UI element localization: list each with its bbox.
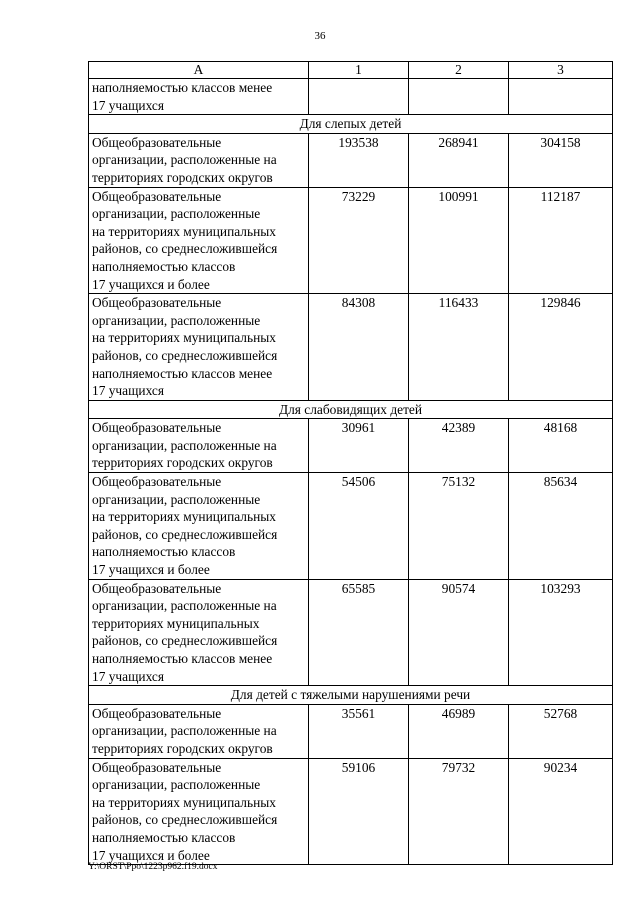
row-value-3: 85634 <box>509 473 613 580</box>
table-row <box>89 704 613 758</box>
header-col-2: 2 <box>409 62 509 79</box>
row-value-3: 129846 <box>509 294 613 401</box>
row-value-1: 193538 <box>309 133 409 187</box>
row-value-1: 59106 <box>309 758 409 865</box>
row-name: Общеобразовательные организации, расположенные на территориях муниципальных районов, со среднесложившейся наполняемостью классов 17 учащихся и более <box>89 473 309 580</box>
header-col-3: 3 <box>509 62 613 79</box>
header-col-a: А <box>89 62 309 79</box>
row-name: Общеобразовательные организации, расположенные на территориях городских округов <box>89 133 309 187</box>
table-row <box>89 579 613 686</box>
row-value-1: 65585 <box>309 579 409 686</box>
row-name: Общеобразовательные организации, расположенные на территориях городских округов <box>89 704 309 758</box>
section-header-row <box>89 400 613 419</box>
row-value-2: 79732 <box>409 758 509 865</box>
table-header-row <box>89 62 613 79</box>
row-value-3: 52768 <box>509 704 613 758</box>
row-value-1: 73229 <box>309 187 409 294</box>
row-value-3: 112187 <box>509 187 613 294</box>
row-value-2: 42389 <box>409 419 509 473</box>
table-row <box>89 133 613 187</box>
row-value-1: 35561 <box>309 704 409 758</box>
row-value-2: 268941 <box>409 133 509 187</box>
section-header-row <box>89 686 613 705</box>
section-title: Для слабовидящих детей <box>89 400 613 419</box>
row-name: наполняемостью классов менее 17 учащихся <box>89 79 309 115</box>
row-value-1: 84308 <box>309 294 409 401</box>
row-name: Общеобразовательные организации, расположенные на территориях муниципальных районов, со среднесложившейся наполняемостью классов менее 17 учащихся <box>89 579 309 686</box>
section-title: Для детей с тяжелыми нарушениями речи <box>89 686 613 705</box>
row-value-2: 75132 <box>409 473 509 580</box>
row-value-1: 30961 <box>309 419 409 473</box>
row-name: Общеобразовательные организации, расположенные на территориях городских округов <box>89 419 309 473</box>
row-value-3: 48168 <box>509 419 613 473</box>
section-header-row <box>89 115 613 134</box>
header-col-1: 1 <box>309 62 409 79</box>
page-number: 36 <box>314 30 326 42</box>
row-value-3: 90234 <box>509 758 613 865</box>
row-value-3: 103293 <box>509 579 613 686</box>
section-title: Для слепых детей <box>89 115 613 134</box>
footer-file-path: Y:\ORST\Ppo\1223p962.f19.docx <box>88 862 218 872</box>
row-value-2: 100991 <box>409 187 509 294</box>
row-value-3 <box>509 79 613 115</box>
row-value-2: 90574 <box>409 579 509 686</box>
row-name: Общеобразовательные организации, расположенные на территориях муниципальных районов, со среднесложившейся наполняемостью классов 17 учащихся и более <box>89 187 309 294</box>
row-value-1: 54506 <box>309 473 409 580</box>
table-row <box>89 79 613 115</box>
table-row <box>89 758 613 865</box>
table-row <box>89 294 613 401</box>
row-value-2 <box>409 79 509 115</box>
table-row <box>89 473 613 580</box>
row-value-2: 46989 <box>409 704 509 758</box>
row-name: Общеобразовательные организации, расположенные на территориях муниципальных районов, со среднесложившейся наполняемостью классов менее 17 учащихся <box>89 294 309 401</box>
table-row <box>89 419 613 473</box>
table-row <box>89 187 613 294</box>
row-value-2: 116433 <box>409 294 509 401</box>
row-value-3: 304158 <box>509 133 613 187</box>
normative-cost-table <box>88 61 613 865</box>
row-value-1 <box>309 79 409 115</box>
row-name: Общеобразовательные организации, расположенные на территориях муниципальных районов, со среднесложившейся наполняемостью классов 17 учащихся и более <box>89 758 309 865</box>
